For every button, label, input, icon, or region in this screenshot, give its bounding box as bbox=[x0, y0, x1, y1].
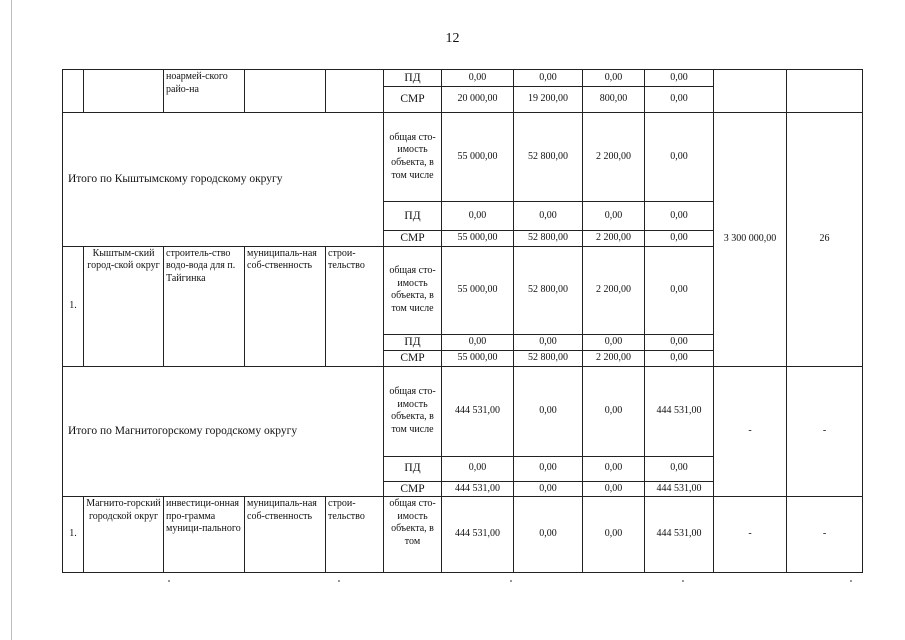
row-label: общая сто-имость объекта, в том числе bbox=[384, 366, 442, 456]
value-cell: 0,00 bbox=[583, 366, 645, 456]
value-cell: 0,00 bbox=[583, 202, 645, 231]
value-cell: 0,00 bbox=[645, 87, 714, 113]
value-cell: 444 531,00 bbox=[645, 366, 714, 456]
kind-cell: строи-тельство bbox=[326, 246, 384, 366]
value-cell: 0,00 bbox=[514, 481, 583, 497]
value-cell: 444 531,00 bbox=[645, 481, 714, 497]
value-cell: 0,00 bbox=[442, 334, 514, 350]
value-cell: 52 800,00 bbox=[514, 350, 583, 366]
item-number: 1. bbox=[63, 246, 84, 366]
district-cell: Магнито-горский городской округ bbox=[84, 497, 164, 573]
value-cell: 0,00 bbox=[583, 497, 645, 573]
subject-cell: инвестици-онная про-грамма муници-пального bbox=[164, 497, 245, 573]
count-cell: - bbox=[787, 497, 863, 573]
page-number: 12 bbox=[445, 31, 460, 46]
budget-table bbox=[62, 69, 863, 573]
value-cell: 0,00 bbox=[645, 202, 714, 231]
table-row bbox=[63, 113, 863, 202]
value-cell: 20 000,00 bbox=[442, 87, 514, 113]
value-cell: 0,00 bbox=[514, 366, 583, 456]
row-label: СМР bbox=[384, 350, 442, 366]
kind-cell: строи-тельство bbox=[326, 497, 384, 573]
row-label: СМР bbox=[384, 481, 442, 497]
value-cell: 52 800,00 bbox=[514, 113, 583, 202]
value-cell: 0,00 bbox=[583, 481, 645, 497]
table-cell bbox=[326, 70, 384, 113]
value-cell: 0,00 bbox=[645, 70, 714, 87]
row-label: общая сто-имость объекта, в том числе bbox=[384, 246, 442, 334]
value-cell: 0,00 bbox=[645, 334, 714, 350]
total-sum-cell: - bbox=[714, 497, 787, 573]
table-row bbox=[63, 366, 863, 456]
table-cell bbox=[245, 70, 326, 113]
value-cell: 0,00 bbox=[583, 70, 645, 87]
total-label: Итого по Кыштымскому городскому округу bbox=[63, 113, 384, 247]
value-cell: 0,00 bbox=[514, 497, 583, 573]
table-cell bbox=[84, 70, 164, 113]
count-cell: 26 bbox=[787, 113, 863, 367]
value-cell: 0,00 bbox=[645, 231, 714, 247]
value-cell: 52 800,00 bbox=[514, 231, 583, 247]
ownership-cell: муниципаль-ная соб-ственность bbox=[245, 246, 326, 366]
value-cell: 444 531,00 bbox=[442, 497, 514, 573]
table-row bbox=[63, 497, 863, 573]
value-cell: 19 200,00 bbox=[514, 87, 583, 113]
page-edge bbox=[11, 0, 12, 640]
row-label: ПД bbox=[384, 70, 442, 87]
value-cell: 0,00 bbox=[514, 70, 583, 87]
value-cell: 0,00 bbox=[645, 246, 714, 334]
value-cell: 0,00 bbox=[514, 456, 583, 481]
value-cell: 0,00 bbox=[645, 456, 714, 481]
table-cell bbox=[63, 70, 84, 113]
ownership-cell: муниципаль-ная соб-ственность bbox=[245, 497, 326, 573]
value-cell: 0,00 bbox=[442, 70, 514, 87]
value-cell: 2 200,00 bbox=[583, 350, 645, 366]
value-cell: 0,00 bbox=[645, 113, 714, 202]
row-label: общая сто-имость объекта, в том числе bbox=[384, 113, 442, 202]
table-cell bbox=[787, 70, 863, 113]
value-cell: 2 200,00 bbox=[583, 231, 645, 247]
count-cell: - bbox=[787, 366, 863, 497]
value-cell: 2 200,00 bbox=[583, 246, 645, 334]
row-label: общая сто-имость объекта, в том bbox=[384, 497, 442, 573]
value-cell: 444 531,00 bbox=[442, 366, 514, 456]
value-cell: 444 531,00 bbox=[645, 497, 714, 573]
item-number: 1. bbox=[63, 497, 84, 573]
total-label: Итого по Магнитогорскому городскому округу bbox=[63, 366, 384, 497]
row-label: СМР bbox=[384, 87, 442, 113]
value-cell: 0,00 bbox=[514, 334, 583, 350]
value-cell: 55 000,00 bbox=[442, 113, 514, 202]
subject-cell: ноармей-ского райо-на bbox=[164, 70, 245, 113]
table-row bbox=[63, 70, 863, 87]
table-cell bbox=[714, 70, 787, 113]
value-cell: 0,00 bbox=[514, 202, 583, 231]
value-cell: 55 000,00 bbox=[442, 350, 514, 366]
total-sum-cell: - bbox=[714, 366, 787, 497]
value-cell: 0,00 bbox=[583, 456, 645, 481]
row-label: ПД bbox=[384, 456, 442, 481]
district-cell: Кыштым-ский город-ской округ bbox=[84, 246, 164, 366]
row-label: ПД bbox=[384, 334, 442, 350]
scan-marks bbox=[160, 580, 860, 586]
value-cell: 444 531,00 bbox=[442, 481, 514, 497]
total-sum-cell: 3 300 000,00 bbox=[714, 113, 787, 367]
subject-cell: строитель-ство водо-вода для п. Тайгинка bbox=[164, 246, 245, 366]
row-label: СМР bbox=[384, 231, 442, 247]
value-cell: 55 000,00 bbox=[442, 246, 514, 334]
value-cell: 0,00 bbox=[645, 350, 714, 366]
value-cell: 0,00 bbox=[583, 334, 645, 350]
value-cell: 2 200,00 bbox=[583, 113, 645, 202]
row-label: ПД bbox=[384, 202, 442, 231]
value-cell: 55 000,00 bbox=[442, 231, 514, 247]
value-cell: 0,00 bbox=[442, 456, 514, 481]
value-cell: 800,00 bbox=[583, 87, 645, 113]
value-cell: 52 800,00 bbox=[514, 246, 583, 334]
value-cell: 0,00 bbox=[442, 202, 514, 231]
